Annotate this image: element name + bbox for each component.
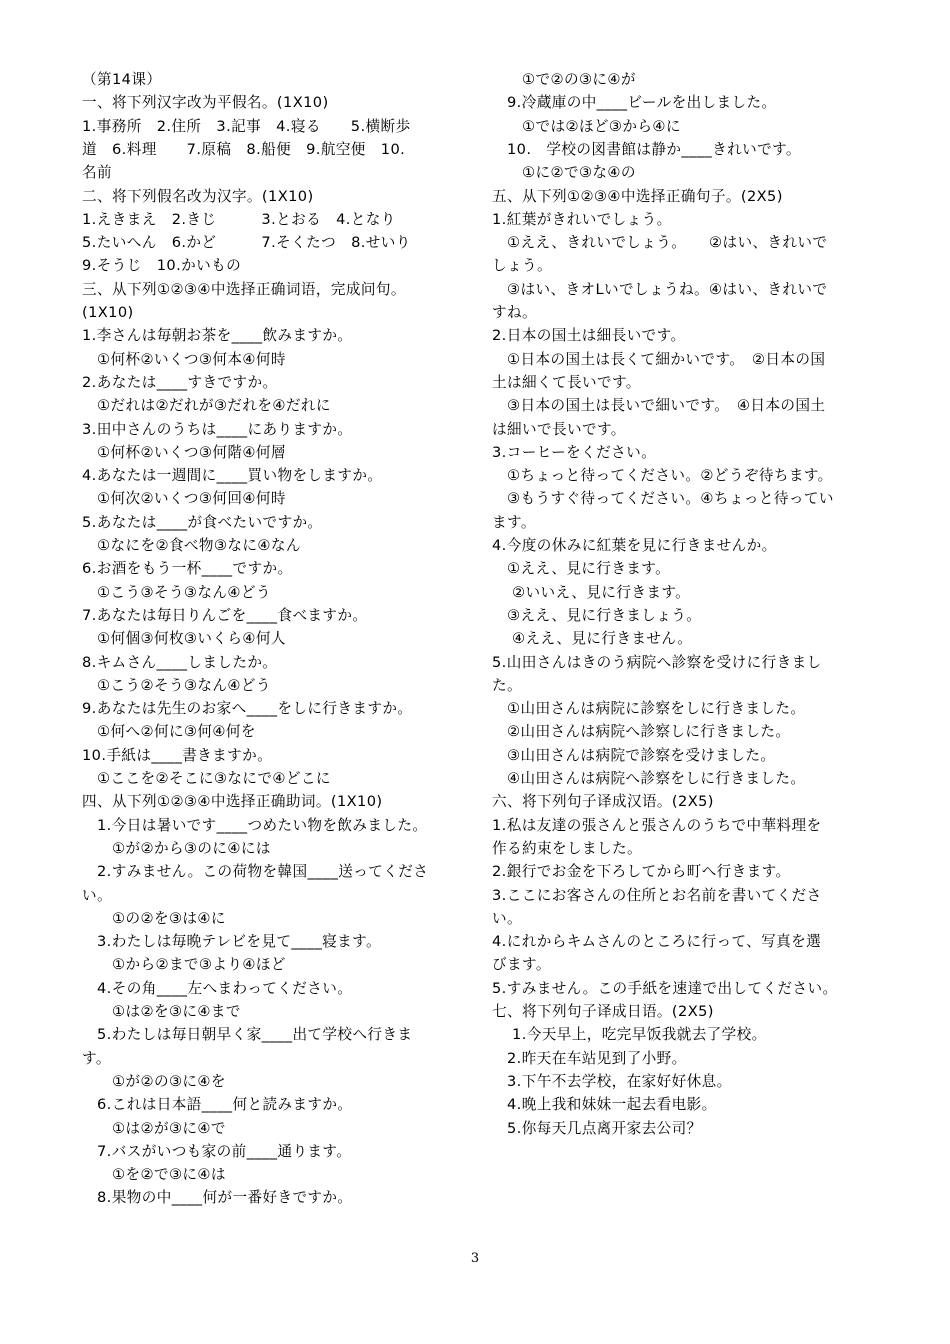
text-line: 4.今度の休みに紅葉を見に行きませんか。	[492, 537, 777, 554]
text-line: 5.あなたは____が食べたいですか。	[82, 513, 323, 531]
text-line: 1.今日は暑いです____つめたい物を飲みました。	[82, 816, 428, 834]
text-line: 4.にれからキムさんのところに行って、写真を選	[492, 933, 822, 951]
text-line: 1.私は友達の張さんと張さんのうちで中華料理を	[492, 816, 822, 834]
text-line: ①なにを②食べ物③なに④なん	[82, 537, 301, 554]
text-line: 4.あなたは一週間に____買い物をしますか。	[82, 467, 383, 485]
text-line: 3.ここにお客さんの住所とお名前を書いてくださ	[492, 886, 822, 904]
text-line: 7.あなたは毎日りんごを____食べますか。	[82, 606, 368, 624]
text-line: ④山田さんは病院へ診察をしに行きました。	[492, 770, 806, 787]
text-line: ①ええ、見に行きます。	[492, 560, 671, 578]
text-line: すね。	[492, 304, 537, 321]
text-line: 4.その角____左へまわってください。	[82, 979, 353, 997]
text-line: 一、将下列汉字改为平假名。(1X10)	[82, 94, 329, 112]
text-line: は細いで長いです。	[492, 420, 626, 438]
text-line: 道 6.料理 7.原稿 8.船便 9.航空便 10.	[82, 140, 406, 158]
text-line: た。	[492, 676, 522, 694]
text-line: 3.田中さんのうちは____にありますか。	[82, 420, 353, 438]
text-line: ②いいえ、見に行きます。	[492, 583, 691, 601]
text-line: びます。	[492, 956, 551, 974]
text-line: 2.銀行でお金を下ろしてから町へ行きます。	[492, 863, 791, 881]
text-line: す。	[82, 1049, 111, 1067]
text-line: 3.下午不去学校，在家好好休息。	[492, 1072, 732, 1090]
text-line: ③もうすぐ待ってください。④ちょっと待ってい	[492, 490, 834, 508]
text-line: 1.紅葉がきれいでしょう。	[492, 210, 672, 228]
text-line: 4.晚上我和妹妹一起去看电影。	[492, 1096, 717, 1114]
text-line: ①を②で③に④は	[82, 1166, 226, 1184]
text-line: しょう。	[492, 257, 552, 275]
text-line: 9.そうじ 10.かいもの	[82, 257, 242, 275]
text-line: ます。	[492, 513, 536, 531]
text-line: 5.たいへん 6.かど 7.そくたつ 8.せいり	[82, 234, 411, 252]
text-line: 2.昨天在车站见到了小野。	[492, 1049, 687, 1067]
text-line: ③はい、きオLいでしょうね。④はい、きれいで	[492, 280, 828, 298]
text-line: ①の②を③は④に	[82, 909, 226, 927]
page-number: 3	[470, 1251, 480, 1266]
text-line: 6.これは日本語____何と読みますか。	[82, 1096, 353, 1114]
text-line: ①で②の③に④が	[492, 71, 636, 88]
text-line: 8.キムさん____しましたか。	[82, 653, 278, 671]
text-line: ①日本の国土は長くて細かいです。 ②日本の国	[492, 350, 826, 368]
text-line: 10. 学校の図書館は静か____きれいです。	[492, 140, 801, 158]
text-line: 三、从下列①②③④中选择正确词语，完成问句。	[82, 280, 406, 298]
text-line: 1.李さんは毎朝お茶を____飲みますか。	[82, 327, 353, 345]
text-line: 2.日本の国土は細長いです。	[492, 327, 686, 345]
text-line: (1X10)	[82, 304, 134, 321]
text-line: ①では②ほど③から④に	[492, 117, 681, 135]
text-line: い。	[82, 886, 112, 904]
text-line: 1.えきまえ 2.きじ 3.とおる 4.となり	[82, 210, 396, 228]
text-line: い。	[492, 909, 522, 927]
text-line: 1.事務所 2.住所 3.記事 4.寝る 5.横断歩	[82, 117, 411, 135]
text-line: ③日本の国土は長いで細いです。 ④日本の国土	[492, 397, 826, 415]
text-line: ④ええ、見に行きません。	[492, 630, 693, 648]
text-line: 9.あなたは先生のお家へ____をしに行きますか。	[82, 700, 413, 718]
text-line: 2.あなたは____すきですか。	[82, 373, 278, 391]
text-line: ①ここを②そこに③なにで④どこに	[82, 770, 331, 787]
text-line: 6.お酒をもう一杯____ですか。	[82, 560, 293, 578]
text-line: 1.今天早上，吃完早饭我就去了学校。	[492, 1026, 767, 1044]
text-line: ①何杯②いくつ③何階④何層	[82, 443, 286, 461]
text-line: ①に②で③な④の	[492, 164, 636, 182]
text-line: ①が②から③のに④には	[82, 839, 271, 857]
text-line: 土は細くて長いです。	[492, 373, 641, 391]
text-line: 七、将下列句子译成日语。(2X5)	[492, 1003, 714, 1020]
text-line: 3.わたしは毎晩テレビを見て____寝ます。	[82, 933, 381, 951]
text-line: 2.すみません。この荷物を韓国____送ってくださ	[82, 863, 429, 881]
text-line: 5.わたしは毎日朝早く家____出て学校へ行きま	[82, 1026, 413, 1044]
text-line: ①は②を③に④まで	[82, 1003, 241, 1020]
text-line: 8.果物の中____何が一番好きですか。	[82, 1189, 353, 1207]
text-line: 五、从下列①②③④中选择正确句子。(2X5)	[492, 187, 783, 205]
text-line: 5.你每天几点离开家去公司？	[492, 1119, 702, 1137]
text-line: 10.手紙は____書きますか。	[82, 746, 273, 764]
text-line: ①ちょっと待ってください。②どうぞ待ちます。	[492, 467, 833, 485]
text-line: ①こう③そう③なん④どう	[82, 583, 271, 601]
text-line: 5.すみません。この手紙を速達で出してください。	[492, 979, 838, 997]
text-line: （第14课）	[82, 71, 162, 88]
text-line: ③ええ、見に行きましょう。	[492, 606, 702, 624]
text-line: 5.山田さんはきのう病院へ診察を受けに行きまし	[492, 653, 822, 671]
text-line: ②山田さんは病院へ診察しに行きました。	[492, 723, 791, 741]
text-line: 二、将下列假名改为汉字。(1X10)	[82, 187, 314, 205]
text-line: ①何杯②いくつ③何本④何時	[82, 350, 286, 368]
text-line: 四、从下列①②③④中选择正确助词。(1X10)	[82, 793, 383, 811]
text-line: 名前	[82, 164, 112, 182]
text-line: 作る約束をしました。	[492, 839, 642, 857]
text-line: 3.コーヒーをください。	[492, 443, 657, 461]
text-line: ①ええ、きれいでしょう。 ②はい、きれいで	[492, 234, 828, 252]
text-line: ①こう②そう③なん④どう	[82, 676, 271, 694]
text-line: ③山田さんは病院で診察を受けました。	[492, 746, 776, 764]
text-line: ①何個③何枚③いくら④何人	[82, 630, 286, 648]
text-line: ①から②まで③より④ほど	[82, 956, 286, 974]
text-line: ①だれは②だれが③だれを④だれに	[82, 397, 331, 415]
text-line: ①何次②いくつ③何回④何時	[82, 490, 286, 508]
text-line: 9.冷蔵庫の中____ビールを出しました。	[492, 94, 777, 112]
text-line: ①は②が③に④で	[82, 1119, 226, 1137]
text-line: 7.バスがいつも家の前____通ります。	[82, 1142, 352, 1160]
text-line: ①が②の③に④を	[82, 1072, 226, 1090]
text-line: 六、将下列句子译成汉语。(2X5)	[492, 793, 714, 811]
text-line: ①山田さんは病院に診察をしに行きました。	[492, 700, 806, 718]
text-line: ①何へ②何に③何④何を	[82, 723, 256, 741]
